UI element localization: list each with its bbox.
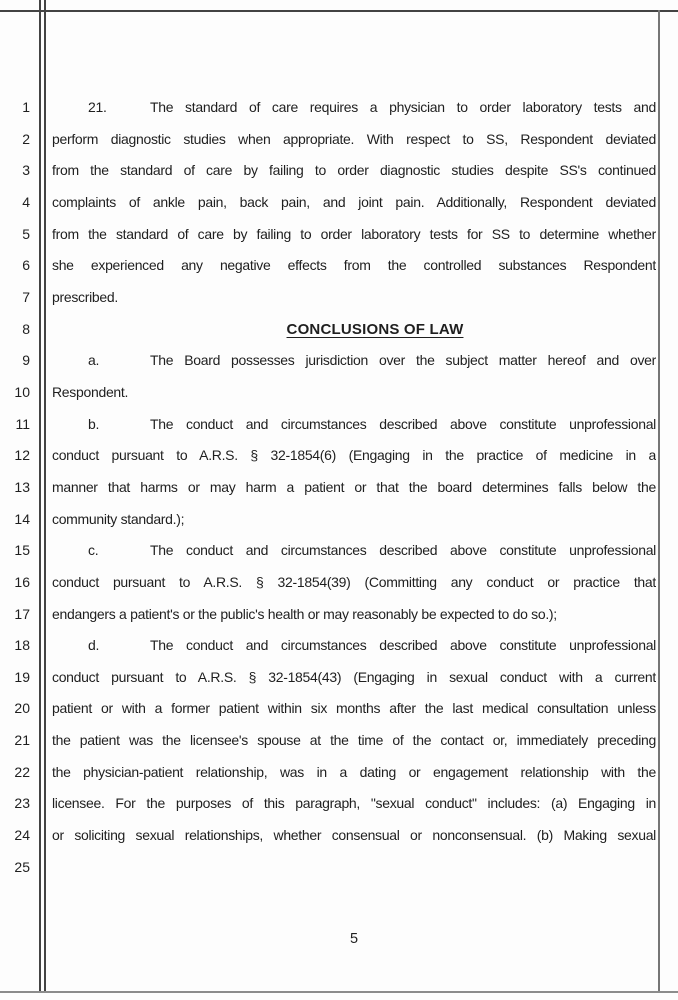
- line-number: 7: [22, 288, 30, 305]
- line-number: 8: [22, 320, 30, 337]
- line-text: The standard of care requires a physician to order laboratory tests and: [150, 99, 656, 115]
- line-number: 6: [22, 257, 30, 274]
- paragraph-21-line: [52, 92, 656, 124]
- line-number: 10: [14, 383, 30, 400]
- line-text: endangers a patient's or the public's health or may reasonably be expected to do so.);: [52, 605, 557, 622]
- line-text: Respondent.: [52, 383, 129, 400]
- line-number: 14: [14, 510, 30, 527]
- line-number: 4: [22, 193, 30, 210]
- paragraph-21-line: [52, 124, 656, 156]
- body-text-column: [52, 92, 656, 883]
- paragraph-d-line: [52, 725, 656, 757]
- line-number: 1: [22, 99, 30, 115]
- paragraph-21-line: [52, 219, 656, 251]
- line-number: 24: [14, 827, 30, 844]
- paragraph-marker: d.: [88, 637, 100, 654]
- line-number: 11: [15, 415, 30, 432]
- line-text: The conduct and circumstances described above constitute unprofessional: [150, 415, 656, 432]
- blank-line: [52, 852, 656, 884]
- line-text: licensee. For the purposes of this paragraph, "sexual conduct" includes: (a) Engaging in: [52, 795, 656, 812]
- paragraph-b-line: [52, 472, 656, 504]
- line-text: manner that harms or may harm a patient or that the board determines falls below the: [52, 478, 656, 495]
- line-text: the physician-patient relationship, was in a dating or engagement relationship with the: [52, 763, 656, 780]
- line-number: 13: [14, 478, 30, 495]
- paragraph-d-line: [52, 662, 656, 694]
- paragraph-d-line: [52, 820, 656, 852]
- paragraph-21-line: [52, 187, 656, 219]
- line-number: 9: [22, 352, 30, 369]
- line-text: community standard.);: [52, 510, 185, 527]
- line-number: 17: [14, 605, 30, 622]
- line-text: the patient was the licensee's spouse at the time of the contact or, immediately preceding: [52, 732, 656, 749]
- line-text: The Board possesses jurisdiction over the subject matter hereof and over: [150, 352, 656, 369]
- paragraph-d-line: [52, 757, 656, 789]
- line-text: she experienced any negative effects from the controlled substances Respondent: [52, 257, 656, 274]
- line-number: 19: [14, 668, 30, 685]
- line-number: 12: [14, 447, 30, 464]
- left-double-rule: [39, 0, 46, 992]
- line-text: perform diagnostic studies when appropriate. With respect to SS, Respondent deviated: [52, 130, 656, 147]
- paragraph-marker: c.: [88, 542, 99, 559]
- section-heading: [52, 314, 656, 346]
- line-text: [52, 852, 656, 884]
- paragraph-b-line: [52, 504, 656, 536]
- line-text: conduct pursuant to A.R.S. § 32-1854(43) (Engaging in sexual conduct with a current: [52, 668, 656, 685]
- paragraph-d-line: [52, 788, 656, 820]
- line-number: 18: [14, 637, 30, 654]
- paragraph-b-line: [52, 440, 656, 472]
- paragraph-21-line: [52, 282, 656, 314]
- paragraph-a-line: [52, 377, 656, 409]
- paragraph-a-line: [52, 345, 656, 377]
- line-number: 5: [22, 225, 30, 242]
- page-number: 5: [349, 931, 359, 947]
- paragraph-marker: b.: [88, 415, 100, 432]
- paragraph-marker: a.: [88, 352, 100, 369]
- line-number-column: [0, 92, 30, 883]
- line-text: complaints of ankle pain, back pain, and joint pain. Additionally, Respondent deviated: [52, 193, 656, 210]
- line-number: 2: [22, 130, 30, 147]
- line-text: The conduct and circumstances described above constitute unprofessional: [150, 542, 656, 559]
- line-number: 22: [14, 763, 30, 780]
- paragraph-c-line: [52, 567, 656, 599]
- paragraph-c-line: [52, 599, 656, 631]
- right-margin-rule: [658, 10, 660, 992]
- paragraph-c-line: [52, 535, 656, 567]
- line-text: The conduct and circumstances described above constitute unprofessional: [150, 637, 656, 654]
- line-text: prescribed.: [52, 288, 118, 305]
- paragraph-21-line: [52, 250, 656, 282]
- line-text: CONCLUSIONS OF LAW: [286, 320, 464, 338]
- line-number: 15: [14, 542, 30, 559]
- line-text: or soliciting sexual relationships, whether consensual or nonconsensual. (b) Making sexual: [52, 827, 656, 844]
- line-text: conduct pursuant to A.R.S. § 32-1854(39) (Committing any conduct or practice that: [52, 573, 656, 590]
- top-rule: [0, 10, 678, 12]
- bottom-rule: [0, 991, 678, 993]
- line-number: 16: [14, 573, 30, 590]
- paragraph-21-line: [52, 155, 656, 187]
- paragraph-d-line: [52, 630, 656, 662]
- paragraph-d-line: [52, 693, 656, 725]
- line-text: conduct pursuant to A.R.S. § 32-1854(6) (Engaging in the practice of medicine in a: [52, 447, 656, 464]
- paragraph-b-line: [52, 409, 656, 441]
- line-number: 20: [14, 700, 30, 717]
- line-number: 3: [22, 162, 30, 179]
- line-text: patient or with a former patient within six months after the last medical consultation unless: [52, 700, 656, 717]
- line-text: from the standard of care by failing to order diagnostic studies despite SS's continued: [52, 162, 656, 179]
- line-number: 23: [14, 795, 30, 812]
- line-text: from the standard of care by failing to order laboratory tests for SS to determine whether: [52, 225, 656, 242]
- line-number: 21: [14, 732, 30, 749]
- line-number: 25: [14, 858, 30, 875]
- paragraph-marker: 21.: [88, 99, 107, 115]
